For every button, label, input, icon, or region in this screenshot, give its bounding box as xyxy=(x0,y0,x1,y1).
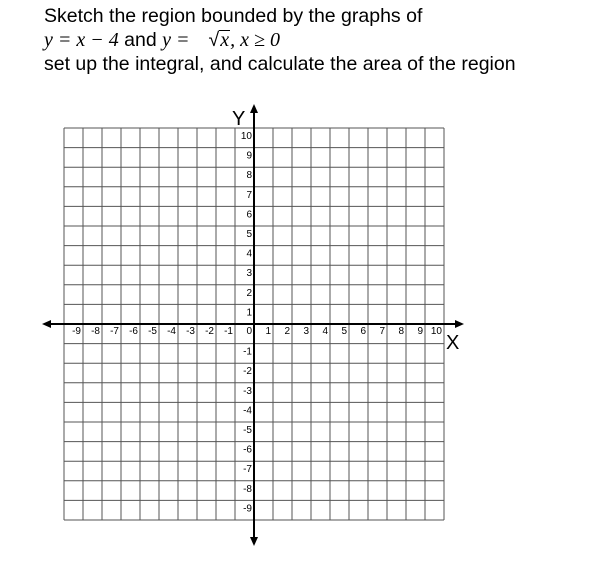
y-tick-label: -3 xyxy=(243,385,252,397)
y-tick-label: -9 xyxy=(243,503,252,515)
y-tick-label: 1 xyxy=(246,307,252,319)
x-tick-label: -8 xyxy=(91,326,100,337)
x-tick-label: -5 xyxy=(148,326,157,337)
y-axis-down-arrow xyxy=(250,537,258,546)
x-tick-label: 0 xyxy=(246,326,252,337)
y-tick-label: 7 xyxy=(246,189,252,201)
y-tick-label: 2 xyxy=(246,287,252,299)
y-tick-label: -2 xyxy=(243,366,252,378)
x-axis-left-arrow xyxy=(42,320,51,328)
x-tick-label: 3 xyxy=(303,326,309,337)
connector-and: and xyxy=(124,29,157,51)
y-tick-label: 9 xyxy=(246,150,252,162)
x-axis-right-arrow xyxy=(455,320,464,328)
radical-sign: √ xyxy=(208,29,220,51)
y-tick-label: 8 xyxy=(246,170,252,182)
y-tick-label: -4 xyxy=(243,405,252,417)
x-tick-label: -9 xyxy=(72,326,81,337)
x-tick-label: 1 xyxy=(265,326,271,337)
x-tick-label: 2 xyxy=(284,326,290,337)
x-axis-label: X xyxy=(446,332,460,354)
x-tick-label: 10 xyxy=(430,326,442,337)
x-tick-label: -4 xyxy=(167,326,176,337)
x-tick-label: 8 xyxy=(398,326,404,337)
y-tick-label: 3 xyxy=(246,268,252,280)
x-tick-label: -1 xyxy=(224,326,233,337)
y-tick-label: -6 xyxy=(243,444,252,456)
x-tick-label: 7 xyxy=(379,326,385,337)
y-tick-label: 6 xyxy=(246,209,252,221)
y-axis-label: Y xyxy=(232,108,246,130)
x-tick-label: 4 xyxy=(322,326,328,337)
equation-line: y = x − 4 xyxy=(44,29,119,51)
y-tick-label: -1 xyxy=(243,346,252,358)
y-tick-label: 5 xyxy=(246,229,252,240)
x-tick-label: -2 xyxy=(205,326,214,337)
y-tick-label: -8 xyxy=(243,483,252,495)
problem-line-1: Sketch the region bounded by the graphs of xyxy=(44,5,423,27)
y-tick-label: -7 xyxy=(243,464,252,476)
x-tick-label: -7 xyxy=(110,326,119,337)
y-tick-label: 10 xyxy=(240,131,252,142)
y-axis-up-arrow xyxy=(250,104,258,113)
equation-sqrt-lhs: y = xyxy=(162,29,195,51)
problem-line-3: set up the integral, and calculate the area of the region xyxy=(44,53,516,75)
y-tick-label: 4 xyxy=(246,248,252,260)
y-tick-label: -5 xyxy=(243,425,252,436)
domain-condition: , x ≥ 0 xyxy=(230,29,280,51)
x-tick-label: -6 xyxy=(129,326,138,337)
x-tick-label: 9 xyxy=(417,326,423,337)
x-tick-label: 5 xyxy=(341,326,347,337)
x-tick-label: 6 xyxy=(360,326,366,337)
radicand: x xyxy=(220,29,230,51)
x-tick-label: -3 xyxy=(186,326,195,337)
